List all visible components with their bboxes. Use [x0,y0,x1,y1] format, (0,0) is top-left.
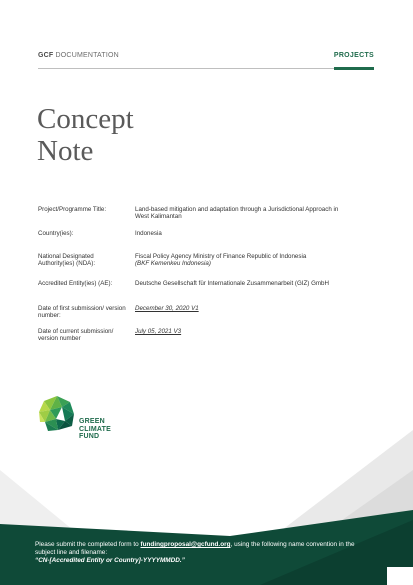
submission-instructions: Please submit the completed form to fundingproposal@gcfund.org, using the following name convention in the subject line and filename: “CN-[Accredited Entity or Country]-YYYYMMDD.” [35,541,355,565]
filename-convention: “CN-[Accredited Entity or Country]-YYYYMMDD.” [35,557,185,565]
field-value: Indonesia [135,230,162,237]
field-label: Date of first submission/ version number: [38,305,126,320]
field-value: December 30, 2020 V1 [135,305,199,312]
field-label: National Designated Authority(ies) (NDA): [38,253,96,268]
logo-wordmark: GREEN CLIMATE FUND [79,418,111,441]
field-label: Date of current submission/ version number [38,328,114,343]
field-value: July 05, 2021 V3 [135,328,182,335]
globe-logo-icon [36,394,78,438]
title-line-2: Note [37,135,94,167]
field-label: Accredited Entity(ies) (AE): [38,280,113,287]
corner-box [387,567,413,585]
document-header [38,52,374,68]
title-line-1: Concept [37,103,134,135]
field-label: Project/Programme Title: [38,206,107,213]
section-label: PROJECTS [333,52,374,59]
field-value: Fiscal Policy Agency Ministry of Finance Republic of Indonesia (BKF Kemenkeu Indonesia) [135,253,307,268]
header-accent-rule [334,67,374,70]
field-value: Deutsche Gesellschaft für Internationale Zusammenarbeit (GIZ) GmbH [135,280,329,287]
submission-email-link[interactable]: fundingproposal@gcfund.org [140,541,231,548]
gcf-logo [36,394,136,446]
doc-type-label: GCF DOCUMENTATION [38,52,119,59]
page-title [37,103,134,167]
header-rule [38,68,334,69]
field-value: Land-based mitigation and adaptation through a Jurisdictional Approach in West Kalimantan [135,206,339,221]
field-label: Country(ies): [38,230,74,237]
